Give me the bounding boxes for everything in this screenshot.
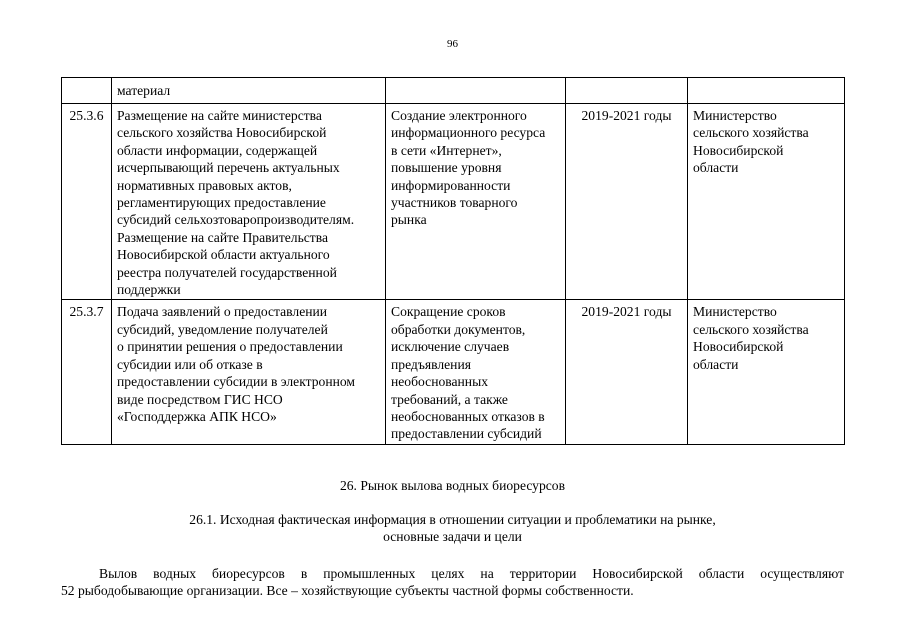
result-line: предъявления <box>391 356 471 372</box>
activity-line: нормативных правовых актов, <box>117 177 292 193</box>
period-cell: 2019-2021 годы <box>566 300 688 444</box>
responsible-cell <box>688 104 845 300</box>
subsection-title-line: основные задачи и цели <box>383 529 522 545</box>
measures-table <box>61 77 845 445</box>
activity-line: материал <box>117 83 171 98</box>
result-line: обработки документов, <box>391 321 526 337</box>
result-line: участников товарного <box>391 195 518 211</box>
table-row <box>62 78 845 104</box>
responsible-line: сельского хозяйства <box>693 321 809 337</box>
activity-line: субсидий сельхозтоваропроизводителям. <box>117 212 355 228</box>
activity-cell <box>112 104 386 300</box>
subsection-title <box>0 511 905 546</box>
responsible-cell <box>688 78 845 104</box>
responsible-line: области <box>693 356 739 372</box>
result-line: необоснованных <box>391 374 489 390</box>
period-cell <box>566 78 688 104</box>
result-line: Создание электронного <box>391 108 527 123</box>
activity-cell <box>112 300 386 444</box>
period-cell: 2019-2021 годы <box>566 104 688 300</box>
table-row <box>62 300 845 444</box>
responsible-line: Новосибирской <box>693 339 784 355</box>
responsible-line: Министерство <box>693 304 777 320</box>
activity-line: Размещение на сайте Правительства <box>117 229 329 245</box>
row-number-cell: 25.3.6 <box>62 104 112 300</box>
result-line: повышение уровня <box>391 160 502 176</box>
paragraph-line: 52 рыбодобывающие организации. Все – хозяйствующие субъекты частной формы собственности. <box>61 583 634 599</box>
result-line: необоснованных отказов в <box>391 408 545 424</box>
result-line: рынка <box>391 212 427 228</box>
result-line: исключение случаев <box>391 339 510 355</box>
activity-cell <box>112 78 386 104</box>
responsible-line: Министерство <box>693 108 777 123</box>
activity-line: виде посредством ГИС НСО <box>117 391 283 407</box>
page-number: 96 <box>447 38 458 50</box>
activity-line: субсидий, уведомление получателей <box>117 321 328 337</box>
activity-line: предоставлении субсидии в электронном <box>117 374 356 390</box>
body-paragraph <box>61 565 844 600</box>
result-line: предоставлении субсидий <box>391 426 542 442</box>
result-cell <box>386 300 566 444</box>
activity-line: Новосибирской области актуального <box>117 247 330 263</box>
responsible-line: Новосибирской <box>693 142 784 158</box>
activity-line: исчерпывающий перечень актуальных <box>117 160 340 176</box>
row-number-cell: 25.3.7 <box>62 300 112 444</box>
activity-line: Размещение на сайте министерства <box>117 108 322 123</box>
activity-line: «Господдержка АПК НСО» <box>117 408 277 424</box>
result-line: информированности <box>391 177 511 193</box>
activity-line: сельского хозяйства Новосибирской <box>117 125 327 141</box>
section-title: 26. Рынок вылова водных биоресурсов <box>339 478 566 493</box>
subsection-title-line: 26.1. Исходная фактическая информация в отношении ситуации и проблематики на рынке, <box>189 512 716 527</box>
result-cell <box>386 78 566 104</box>
activity-line: регламентирующих предоставление <box>117 195 326 211</box>
activity-line: Подача заявлений о предоставлении <box>117 304 328 320</box>
responsible-line: сельского хозяйства <box>693 125 809 141</box>
result-cell <box>386 104 566 300</box>
result-line: информационного ресурса <box>391 125 546 141</box>
activity-line: области информации, содержащей <box>117 142 318 158</box>
activity-line: субсидии или об отказе в <box>117 356 263 372</box>
activity-line: поддержки <box>117 282 181 298</box>
activity-line: реестра получателей государственной <box>117 264 337 280</box>
responsible-cell <box>688 300 845 444</box>
responsible-line: области <box>693 160 739 176</box>
result-line: Сокращение сроков <box>391 304 506 320</box>
row-number-cell <box>62 78 112 104</box>
activity-line: о принятии решения о предоставлении <box>117 339 343 355</box>
paragraph-line: Вылов водных биоресурсов в промышленных целях на территории Новосибирской области осуществляют <box>99 566 844 581</box>
table-row <box>62 104 845 300</box>
result-line: требований, а также <box>391 391 508 407</box>
result-line: в сети «Интернет», <box>391 142 502 158</box>
